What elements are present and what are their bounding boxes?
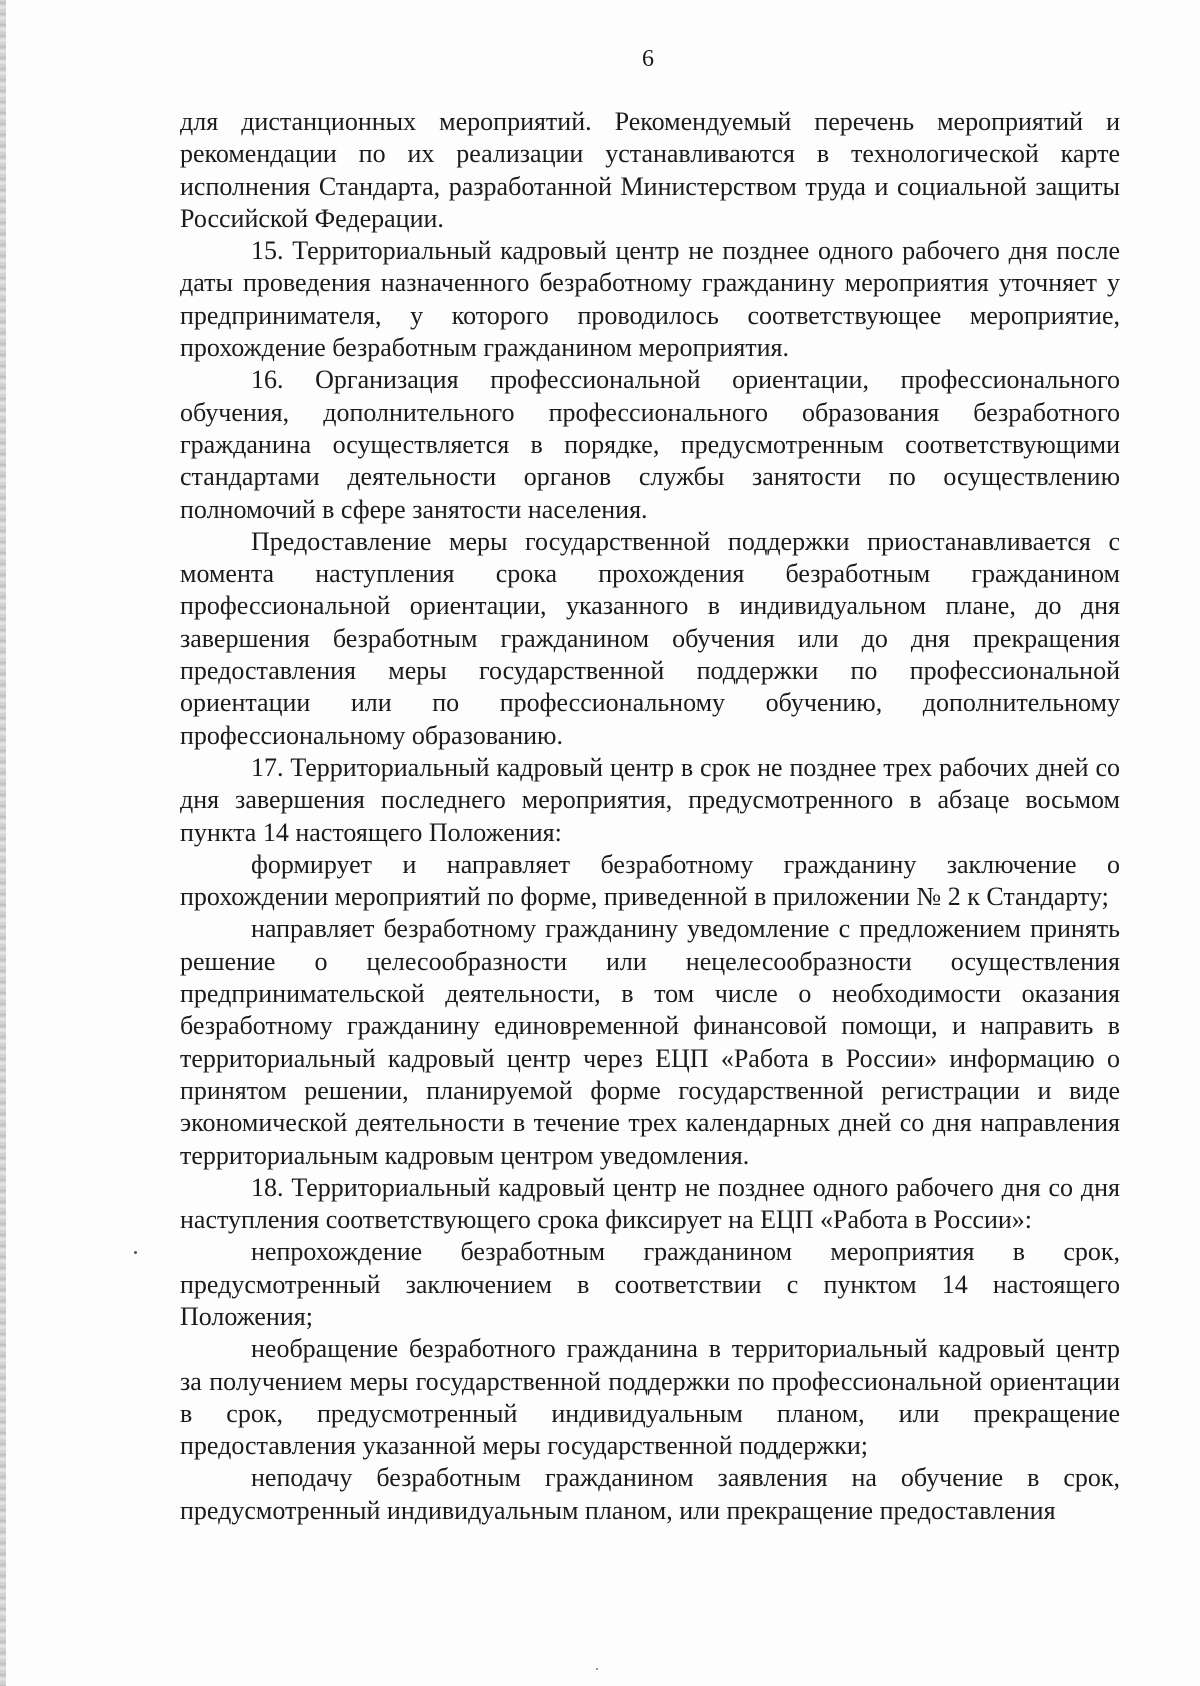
paragraph-item-18-non-submission: неподачу безработным гражданином заявления на обучение в срок, предусмотренный индивидуальным планом, или прекращение предоставления <box>180 1463 1120 1525</box>
scan-speck <box>134 1251 137 1254</box>
paragraph-item-17-conclusion: формирует и направляет безработному гражданину заключение о прохождении мероприятий по форме, приведенной в приложении № 2 к Стандарту; <box>180 849 1120 912</box>
paragraph-continuation: для дистанционных мероприятий. Рекомендуемый перечень мероприятий и рекомендации по их реализации устанавливаются в технологической карте исполнения Стандарта, разработанной Министерством труда и социальной защиты Российской Федерации. <box>180 107 1120 233</box>
paragraph-item-17-notification: направляет безработному гражданину уведомление с предложением принять решение о целесообразности или нецелесообразности осуществления предпринимательской деятельности, в том числе о необходимости оказания безработному гражданину единовременной финансовой помощи, и направить в территориальный кадровый центр через ЕЦП «Работа в России» информацию о принятом решении, планируемой форме государственной регистрации и виде экономической деятельности в течение трех календарных дней со дня направления территориальным кадровым центром уведомления. <box>180 914 1120 1170</box>
paragraph-item-17: 17. Территориальный кадровый центр в срок не позднее трех рабочих дней со дня завершения последнего мероприятия, предусмотренного в абзаце восьмом пункта 14 настоящего Положения: <box>180 752 1120 847</box>
scan-speck <box>596 1668 598 1670</box>
paragraph-support-suspension: Предоставление меры государственной поддержки приостанавливается с момента наступления срока прохождения безработным гражданином профессиональной ориентации, указанного в индивидуальном плане, до дня завершения безработным гражданином обучения или до дня прекращения предоставления меры государственной поддержки по профессиональной ориентации или по профессиональному обучению, дополнительному профессиональному образованию. <box>180 526 1120 750</box>
document-body <box>180 106 1120 1527</box>
paragraph-item-18: 18. Территориальный кадровый центр не позднее одного рабочего дня со дня наступления соответствующего срока фиксирует на ЕЦП «Работа в России»: <box>180 1172 1120 1235</box>
paragraph-item-15: 15. Территориальный кадровый центр не позднее одного рабочего дня после даты проведения назначенного безработному гражданину мероприятия уточняет у предпринимателя, у которого проводилось соответствующее мероприятие, прохождение безработным гражданином мероприятия. <box>180 236 1120 363</box>
scan-edge-shadow <box>0 0 6 1686</box>
paragraph-item-18-non-completion: непрохождение безработным гражданином мероприятия в срок, предусмотренный заключением в соответствии с пунктом 14 настоящего Положения; <box>180 1237 1120 1331</box>
paragraph-item-18-non-application: необращение безработного гражданина в территориальный кадровый центр за получением меры государственной поддержки по профессиональной ориентации в срок, предусмотренный индивидуальным планом, или прекращение предоставления указанной меры государственной поддержки; <box>180 1334 1120 1461</box>
page-number: 6 <box>642 46 654 72</box>
paragraph-item-16: 16. Организация профессиональной ориентации, профессионального обучения, дополнительного профессионального образования безработного гражданина осуществляется в порядке, предусмотренным соответствующими стандартами деятельности органов службы занятости по осуществлению полномочий в сфере занятости населения. <box>180 365 1120 524</box>
